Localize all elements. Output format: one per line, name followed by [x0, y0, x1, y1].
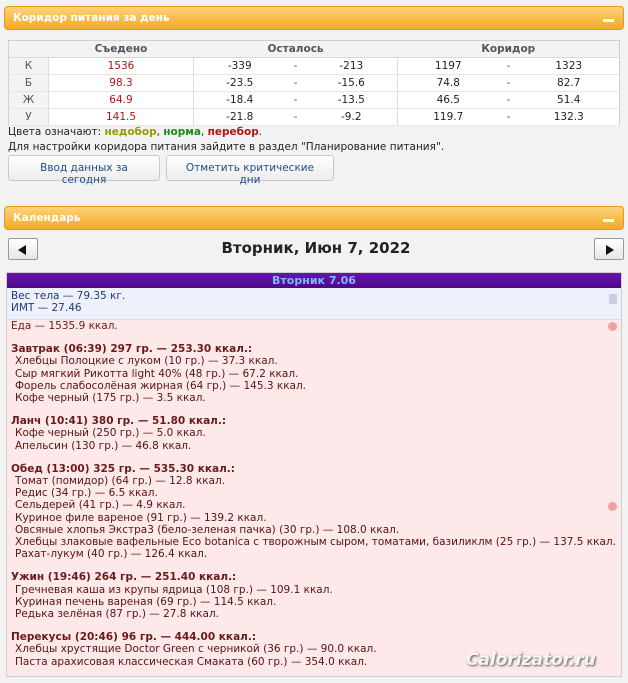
list-item: Хлебцы хрустящие Doctor Green с черникой (36 гр.) — 90.0 ккал. [15, 643, 377, 656]
left-min: -18.4 [194, 92, 286, 109]
meal-title: Ланч (10:41) 380 гр. — 51.80 ккал.: [11, 415, 227, 428]
meal-title: Перекусы (20:46) 96 гр. — 444.00 ккал.: [11, 631, 257, 644]
day-label[interactable]: Вторник 7.06 [7, 273, 621, 288]
list-item: Паста арахисовая классическая Смаката (60 гр.) — 354.0 ккал. [15, 655, 368, 668]
corridor-max: 132.3 [519, 109, 620, 126]
food-section [7, 320, 621, 676]
color-legend [8, 126, 262, 138]
list-item: Куриная печень вареная (69 гр.) — 114.5 ккал. [15, 595, 277, 608]
header-corridor: Коридор [398, 41, 620, 58]
next-day-button[interactable] [594, 238, 624, 260]
apple-icon[interactable] [608, 502, 617, 511]
left-max: -13.5 [306, 92, 398, 109]
table-row [9, 92, 620, 109]
body-weight: Вес тела — 79.35 кг. [11, 290, 126, 302]
list-item: Редис (34 гр.) — 6.5 ккал. [15, 487, 158, 500]
corridor-panel-title: Коридор питания за день [13, 12, 170, 24]
corridor-panel-header[interactable] [4, 6, 624, 30]
list-item: Томат (помидор) (64 гр.) — 12.8 ккал. [15, 475, 226, 488]
legend-end: . [258, 126, 263, 138]
row-label: У [9, 109, 49, 126]
list-item: Гречневая каша из крупы ядрица (108 гр.) — 109.1 ккал. [15, 583, 333, 596]
separator: - [499, 109, 519, 126]
watermark: Calorizator.ru [466, 650, 596, 670]
left-min: -21.8 [194, 109, 286, 126]
list-item: Кофе черный (175 гр.) — 3.5 ккал. [15, 392, 206, 405]
separator: - [499, 58, 519, 75]
corridor-table [8, 40, 620, 126]
corridor-max: 82.7 [519, 75, 620, 92]
food-total: Еда — 1535.9 ккал. [11, 320, 118, 332]
row-label: Ж [9, 92, 49, 109]
row-label: К [9, 58, 49, 75]
corner-cell [9, 41, 49, 58]
left-min: -339 [194, 58, 286, 75]
meal-title: Обед (13:00) 325 гр. — 535.30 ккал.: [11, 462, 235, 475]
calendar-panel-title: Календарь [13, 212, 81, 224]
legend-ok: норма [163, 126, 201, 138]
corridor-hint: Для настройки коридора питания зайдите в раздел "Планирование питания". [8, 141, 445, 153]
table-row [9, 109, 620, 126]
list-item: Сыр мягкий Рикотта light 40% (48 гр.) — 67.2 ккал. [15, 367, 299, 380]
collapse-icon[interactable] [603, 219, 614, 222]
legend-separator: , [156, 126, 164, 138]
table-row [9, 75, 620, 92]
bmi-value: ИМТ — 27.46 [11, 302, 82, 314]
corridor-min: 46.5 [398, 92, 499, 109]
legend-over: перебор [207, 126, 259, 138]
meal-title: Завтрак (06:39) 297 гр. — 253.30 ккал.: [11, 343, 253, 356]
calendar-date-title: Вторник, Июн 7, 2022 [221, 239, 411, 257]
header-left: Осталось [194, 41, 398, 58]
trash-icon[interactable] [609, 294, 617, 304]
left-min: -23.5 [194, 75, 286, 92]
list-item: Форель слабосолёная жирная (64 гр.) — 145.3 ккал. [15, 379, 307, 392]
legend-separator: , [200, 126, 208, 138]
arrow-left-icon [18, 245, 26, 255]
list-item: Хлебцы злаковые вафельные Eco botanica с творожным сыром, томатами, базиликлм (25 гр.) — 137.5 ккал. [15, 536, 616, 549]
separator: - [286, 75, 306, 92]
mark-critical-days-button[interactable]: Отметить критические дни [166, 155, 334, 181]
prev-day-button[interactable] [8, 238, 38, 260]
list-item: Рахат-лукум (40 гр.) — 126.4 ккал. [15, 548, 208, 561]
legend-low: недобор [104, 126, 157, 138]
separator: - [499, 75, 519, 92]
corridor-max: 51.4 [519, 92, 620, 109]
arrow-right-icon [606, 245, 614, 255]
day-entry [6, 272, 622, 677]
row-label: Б [9, 75, 49, 92]
list-item: Овсяные хлопья Экстра3 (бело-зеленая пачка) (30 гр.) — 108.0 ккал. [15, 523, 400, 536]
eaten-value: 141.5 [49, 109, 194, 126]
list-item: Апельсин (130 гр.) — 46.8 ккал. [15, 439, 192, 452]
separator: - [286, 92, 306, 109]
collapse-icon[interactable] [603, 19, 614, 22]
left-max: -9.2 [306, 109, 398, 126]
list-item: Куриное филе вареное (91 гр.) — 139.2 ккал. [15, 511, 267, 524]
left-max: -213 [306, 58, 398, 75]
eaten-value: 64.9 [49, 92, 194, 109]
list-item: Хлебцы Полоцкие с луком (10 гр.) — 37.3 ккал. [15, 355, 278, 368]
separator: - [499, 92, 519, 109]
eaten-value: 98.3 [49, 75, 194, 92]
list-item: Сельдерей (41 гр.) — 4.9 ккал. [15, 499, 186, 512]
list-item: Кофе черный (250 гр.) — 5.0 ккал. [15, 427, 206, 440]
list-item: Редька зелёная (87 гр.) — 27.8 ккал. [15, 608, 219, 621]
separator: - [286, 109, 306, 126]
legend-prefix: Цвета означают: [8, 126, 105, 138]
enter-today-button[interactable]: Ввод данных за сегодня [8, 155, 160, 181]
separator: - [286, 58, 306, 75]
meal-title: Ужин (19:46) 264 гр. — 251.40 ккал.: [11, 571, 237, 584]
table-row [9, 58, 620, 75]
left-max: -15.6 [306, 75, 398, 92]
weight-section [7, 288, 621, 320]
header-eaten: Съедено [49, 41, 194, 58]
eaten-value: 1536 [49, 58, 194, 75]
corridor-max: 1323 [519, 58, 620, 75]
calendar-panel-header[interactable] [4, 206, 624, 230]
corridor-min: 74.8 [398, 75, 499, 92]
corridor-min: 119.7 [398, 109, 499, 126]
apple-icon[interactable] [608, 322, 617, 331]
corridor-min: 1197 [398, 58, 499, 75]
